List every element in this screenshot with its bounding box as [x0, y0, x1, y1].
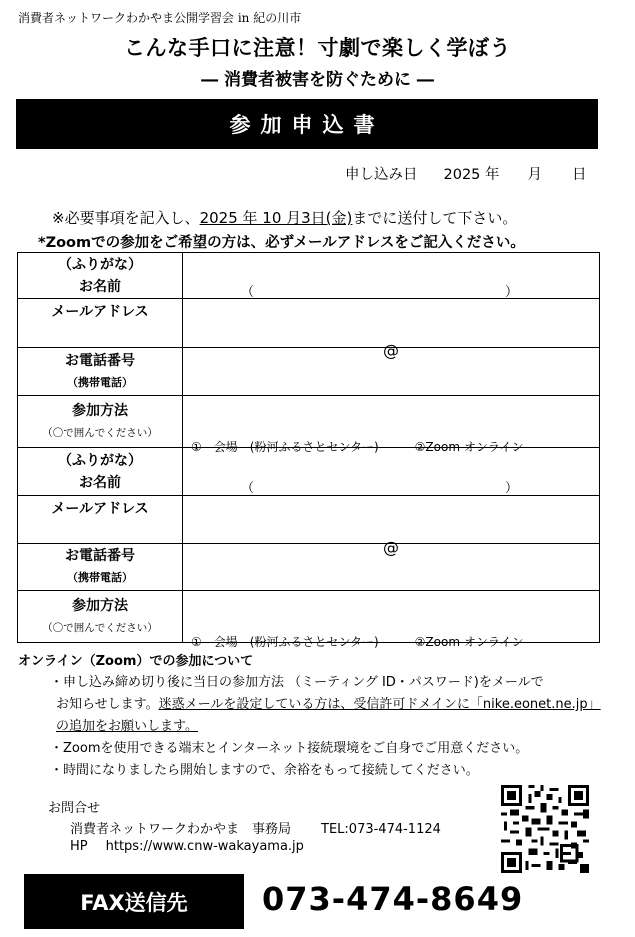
application-date-day: 日 — [572, 167, 587, 183]
email-field[interactable] — [183, 496, 600, 557]
form-banner-title: 参加申込書 — [229, 113, 385, 137]
application-date-month: 月 — [527, 167, 543, 183]
online-instructions — [50, 672, 601, 782]
phone-label — [18, 348, 183, 396]
organizer-line: 消費者ネットワークわかやま公開学習会 in 紀の川市 — [18, 11, 302, 25]
paren-open: （ — [241, 284, 255, 300]
online-line-1: ・申し込み締め切り後に当日の参加方法 （ミーティング ID・パスワード)をメールで — [50, 675, 544, 690]
mobile-label: （携帯電話） — [67, 571, 133, 584]
qr-code-icon[interactable] — [500, 785, 590, 873]
contact-tel: TEL:073-474-1124 — [321, 822, 441, 837]
phone-label — [18, 544, 183, 591]
at-mark: @ — [383, 341, 399, 360]
contact-heading: お問合せ — [48, 801, 101, 816]
online-line-5: ・時間になりましたら開始しますので、余裕をもって接続してください。 — [50, 763, 479, 778]
name-field[interactable] — [183, 253, 600, 299]
option-venue[interactable]: ① 会場 (粉河ふるさとセンター) — [191, 439, 379, 454]
phone-label-text: お電話番号 — [65, 352, 135, 369]
email-label: メールアドレス — [18, 496, 183, 544]
furigana-label: （ふりがな） — [58, 452, 142, 469]
paren-close: ） — [505, 480, 519, 496]
option-zoom[interactable]: ②Zoom オンライン — [414, 439, 524, 454]
furigana-label: （ふりがな） — [58, 256, 142, 273]
domain-note: 迷惑メールを設定している方は、受信許可ドメインに「nike.eonet.ne.jp」 — [158, 697, 601, 712]
online-heading: オンライン（Zoom）での参加について — [18, 654, 254, 669]
page-title: こんな手口に注意！寸劇で楽しく学ぼう — [124, 36, 511, 60]
paren-close: ） — [505, 284, 519, 300]
method-label-text: 参加方法 — [72, 402, 128, 419]
method-label-text: 参加方法 — [72, 597, 128, 614]
email-label: メールアドレス — [18, 299, 183, 348]
contact-org-line — [70, 818, 441, 837]
applicant-form-1 — [17, 252, 600, 454]
application-date-label: 申し込み日 — [345, 167, 418, 183]
method-note: （〇で囲んでください） — [42, 426, 158, 439]
method-field[interactable] — [183, 591, 600, 649]
name-label-text: お名前 — [79, 474, 121, 491]
contact-org: 消費者ネットワークわかやま 事務局 — [70, 822, 292, 837]
name-label-text: お名前 — [79, 278, 121, 295]
contact-hp-url[interactable]: https://www.cnw-wakayama.jp — [105, 839, 304, 854]
email-field[interactable] — [183, 299, 600, 360]
fax-label: FAX送信先 — [80, 890, 188, 915]
application-date-year: 2025 年 — [443, 167, 500, 183]
contact-hp-line — [70, 839, 304, 854]
method-field[interactable] — [183, 396, 600, 454]
online-line-3: の追加をお願いします。 — [56, 719, 198, 734]
fax-number: 073-474-8649 — [262, 880, 524, 918]
method-label — [18, 591, 183, 643]
deadline-date: 2025 年 10 月3日(金) — [199, 209, 353, 227]
name-field[interactable] — [183, 448, 600, 496]
method-label — [18, 396, 183, 448]
zoom-email-note: *Zoomでの参加をご希望の方は、必ずメールアドレスをご記入ください。 — [38, 235, 525, 251]
form-banner — [16, 99, 598, 149]
application-date — [345, 163, 605, 184]
name-label — [18, 253, 183, 299]
phone-label-text: お電話番号 — [65, 548, 135, 564]
name-label — [18, 448, 183, 496]
option-venue[interactable]: ① 会場 (粉河ふるさとセンター) — [191, 634, 379, 649]
page-subtitle: ― 消費者被害を防ぐために ― — [201, 70, 434, 90]
paren-open: （ — [241, 480, 255, 496]
fax-label-box — [24, 874, 244, 929]
deadline-note-prefix: ※必要事項を記入し、 — [52, 209, 200, 227]
online-line-2 — [50, 694, 601, 716]
mobile-label: （携帯電話） — [67, 375, 133, 389]
online-line-2-prefix: お知らせします。 — [56, 697, 159, 712]
contact-hp-label: HP — [70, 839, 88, 854]
method-note: （〇で囲んでください） — [42, 621, 158, 634]
online-line-4: ・Zoomを使用できる端末とインターネット接続環境をご自身でご用意ください。 — [50, 741, 529, 756]
deadline-note — [52, 207, 517, 228]
at-mark: @ — [383, 537, 399, 557]
deadline-note-suffix: までに送付して下さい。 — [352, 209, 518, 227]
option-zoom[interactable]: ②Zoom オンライン — [414, 634, 524, 649]
applicant-form-2 — [17, 447, 600, 649]
